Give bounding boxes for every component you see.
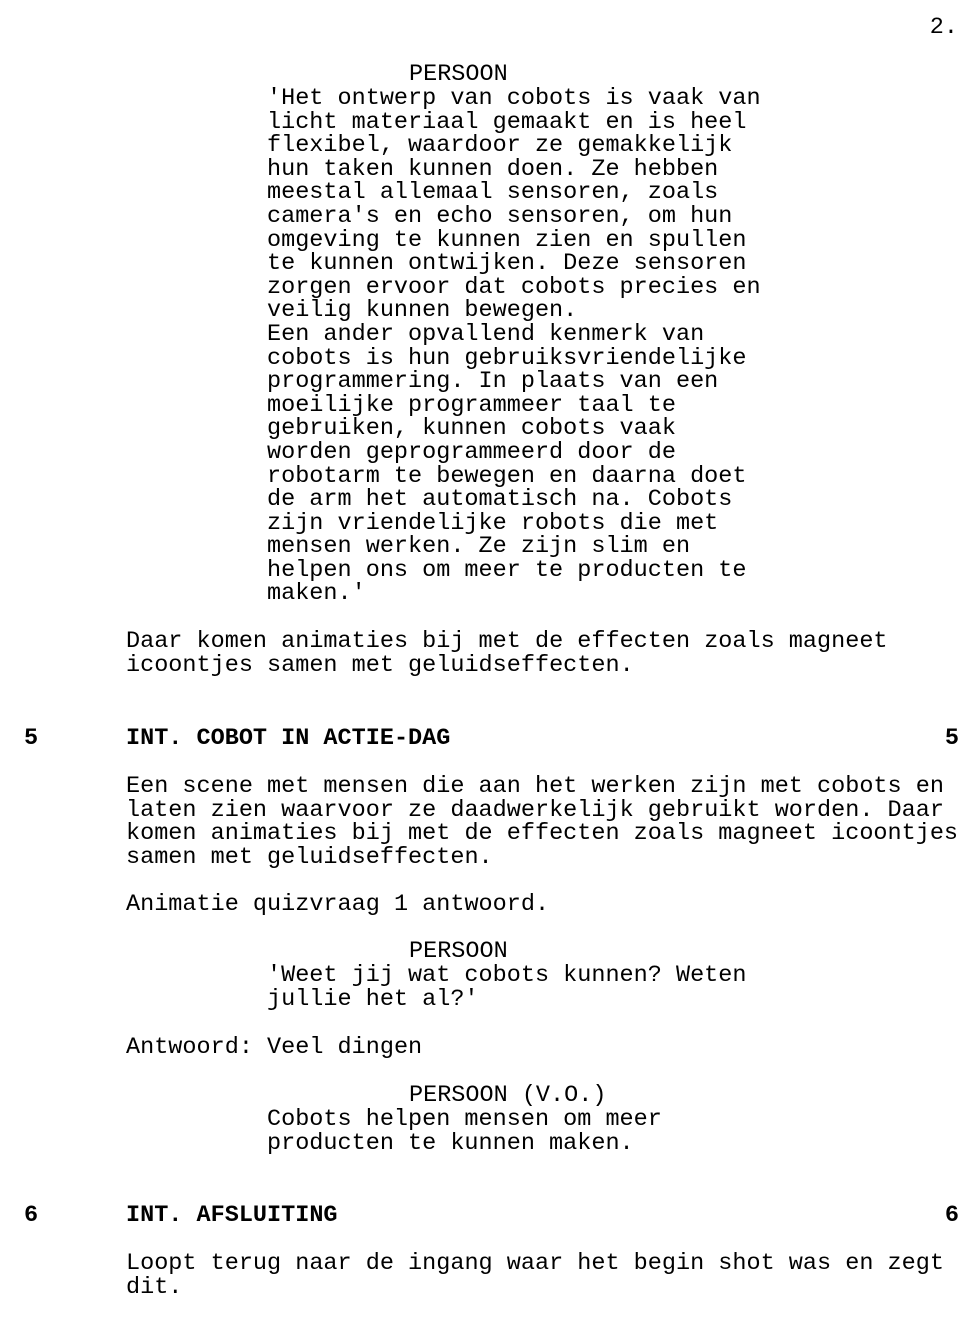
dialogue: 'Weet jij wat cobots kunnen? Weten jullie het al?': [267, 962, 747, 1013]
action-text: Animatie quizvraag 1 antwoord.: [126, 891, 550, 918]
scene-heading: INT. COBOT IN ACTIE-DAG: [126, 725, 451, 752]
action-text: Loopt terug naar de ingang waar het begin shot was en zegt dit.: [126, 1250, 944, 1301]
scene-number-left: 6: [24, 1202, 39, 1229]
scene-heading: INT. AFSLUITING: [126, 1202, 338, 1229]
action-text: Een scene met mensen die aan het werken zijn met cobots en laten zien waarvoor ze daadwerkelijk gebruikt worden. Daar komen animaties bij met de effecten zoals magneet icoontjes samen met geluidseffecten.: [126, 773, 959, 871]
scene-number-right: 6: [944, 1202, 959, 1229]
action-text: Daar komen animaties bij met de effecten zoals magneet icoontjes samen met geluidseffecten.: [126, 628, 888, 679]
dialogue: Cobots helpen mensen om meer producten te kunnen maken.: [267, 1106, 662, 1157]
scene-number-left: 5: [24, 725, 39, 752]
character-name: PERSOON: [409, 61, 508, 88]
action-text: Antwoord: Veel dingen: [126, 1034, 423, 1061]
character-name: PERSOON: [409, 938, 508, 965]
dialogue: 'Het ontwerp van cobots is vaak van licht materiaal gemaakt en is heel flexibel, waardoor ze gemakkelijk hun taken kunnen doen. Ze hebben meestal allemaal sensoren, zoals camera's en echo sensoren, om hun omgeving te kunnen zien en spullen te kunnen ontwijken. Deze sensoren zorgen ervoor dat cobots precies en veilig kunnen bewegen. Een ander opvallend kenmerk van cobots is hun gebruiksvriendelijke programmering. In plaats van een moeilijke programmeer taal te gebruiken, kunnen cobots vaak worden geprogrammeerd door de robotarm te bewegen en daarna doet de arm het automatisch na. Cobots zijn vriendelijke robots die met mensen werken. Ze zijn slim en helpen ons om meer te producten te maken.': [267, 85, 761, 608]
scene-number-right: 5: [944, 725, 959, 752]
page-number: 2.: [929, 14, 958, 41]
character-name: PERSOON (V.O.): [409, 1082, 607, 1109]
